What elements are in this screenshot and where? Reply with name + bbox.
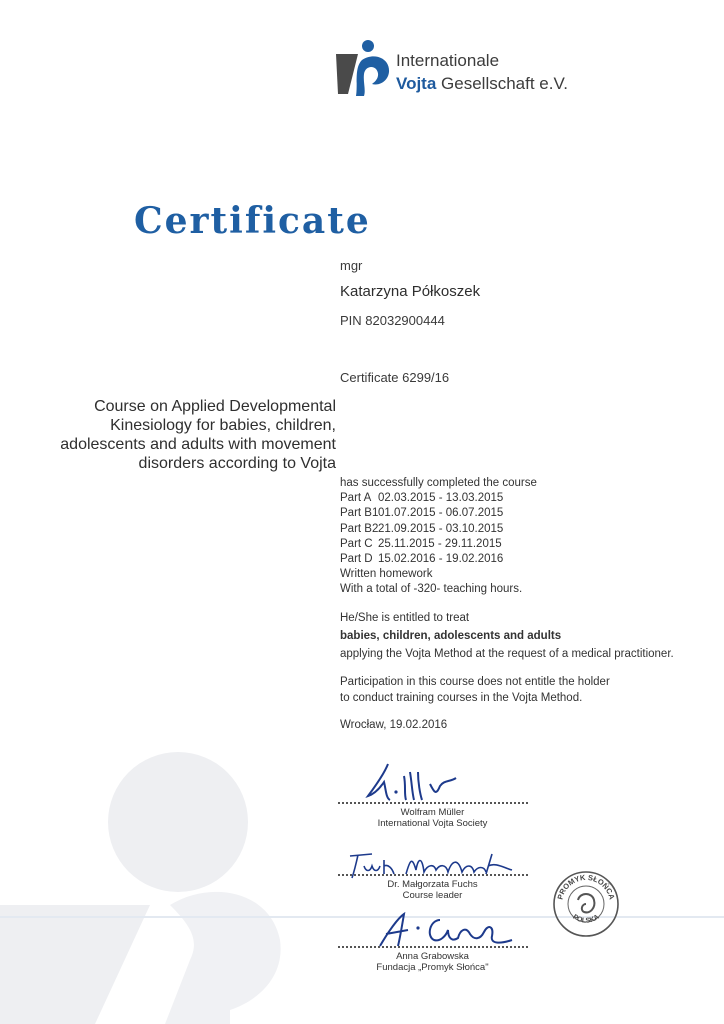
signatory-3 — [330, 946, 535, 973]
part-dates: 15.02.2016 - 19.02.2016 — [378, 553, 504, 566]
signatory-role: Fundacja „Promyk Słońca" — [376, 962, 489, 973]
signatory-role: Course leader — [402, 890, 463, 901]
vojta-logo-icon — [334, 38, 392, 98]
signature-line — [338, 946, 528, 948]
recipient-prefix: mgr — [340, 258, 363, 273]
part-row — [340, 506, 537, 521]
signatory-name: Wolfram Müller — [400, 807, 465, 818]
part-dates: 21.09.2015 - 03.10.2015 — [378, 522, 504, 535]
logo-brand: Vojta — [396, 74, 437, 93]
place-and-date: Wrocław, 19.02.2016 — [340, 719, 448, 731]
recipient-pin: PIN 82032900444 — [340, 313, 445, 328]
part-row — [340, 491, 537, 506]
signature-wolfram-mueller-icon — [360, 758, 470, 806]
certificate-number: Certificate 6299/16 — [340, 370, 450, 385]
course-title — [16, 397, 336, 473]
signatory-name: Dr. Małgorzata Fuchs — [387, 879, 478, 890]
foundation-stamp-icon — [552, 870, 620, 938]
part-label: Part C — [340, 537, 373, 550]
signatory-1 — [330, 802, 535, 829]
part-label: Part B1 — [340, 507, 379, 520]
signature-line — [338, 874, 528, 876]
part-label: Part B2 — [340, 522, 379, 535]
participation-line2: to conduct training courses in the Vojta Method. — [340, 692, 583, 704]
course-parts — [340, 476, 537, 598]
part-dates: 02.03.2015 - 13.03.2015 — [378, 492, 504, 505]
society-logo — [334, 38, 584, 98]
part-row — [340, 552, 537, 567]
part-dates: 25.11.2015 - 29.11.2015 — [378, 537, 502, 550]
logo-text-line1: Internationale — [396, 51, 500, 70]
entitlement-line1: He/She is entitled to treat — [340, 612, 470, 624]
signatory-2 — [330, 874, 535, 901]
course-title-line: adolescents and adults with movement — [60, 436, 336, 453]
part-row — [340, 537, 537, 552]
svg-text:PROMYK SŁOŃCA — [555, 873, 616, 901]
entitlement-line3: applying the Vojta Method at the request of a medical practitioner. — [340, 648, 674, 660]
logo-text-line2 — [396, 74, 568, 94]
course-title-line: disorders according to Vojta — [138, 455, 336, 472]
signatory-name: Anna Grabowska — [396, 951, 469, 962]
course-title-line: Course on Applied Developmental — [94, 398, 336, 415]
certificate-title: Certificate — [134, 200, 371, 242]
part-label: Part D — [340, 553, 373, 566]
entitlement-target-groups: babies, children, adolescents and adults — [340, 630, 562, 642]
part-row — [340, 522, 537, 537]
signature-line — [338, 802, 528, 804]
signature-anna-grabowska-icon — [374, 910, 524, 950]
svg-text:POLSKA — [571, 914, 600, 925]
recipient-name: Katarzyna Półkoszek — [340, 283, 481, 300]
signatory-role: International Vojta Society — [377, 818, 488, 829]
completion-intro: has successfully completed the course — [340, 477, 537, 489]
stamp-top-text: PROMYK SŁOŃCA — [555, 872, 617, 901]
homework-line: Written homework — [340, 568, 433, 581]
participation-line1: Participation in this course does not entitle the holder — [340, 676, 610, 688]
teaching-hours: With a total of -320- teaching hours. — [340, 583, 523, 596]
course-title-line: Kinesiology for babies, children, — [110, 417, 336, 434]
logo-text-rest: Gesellschaft e.V. — [436, 74, 568, 93]
stamp-bottom-text: POLSKA — [571, 913, 601, 925]
part-dates: 01.07.2015 - 06.07.2015 — [378, 507, 504, 520]
part-label: Part A — [340, 492, 372, 505]
